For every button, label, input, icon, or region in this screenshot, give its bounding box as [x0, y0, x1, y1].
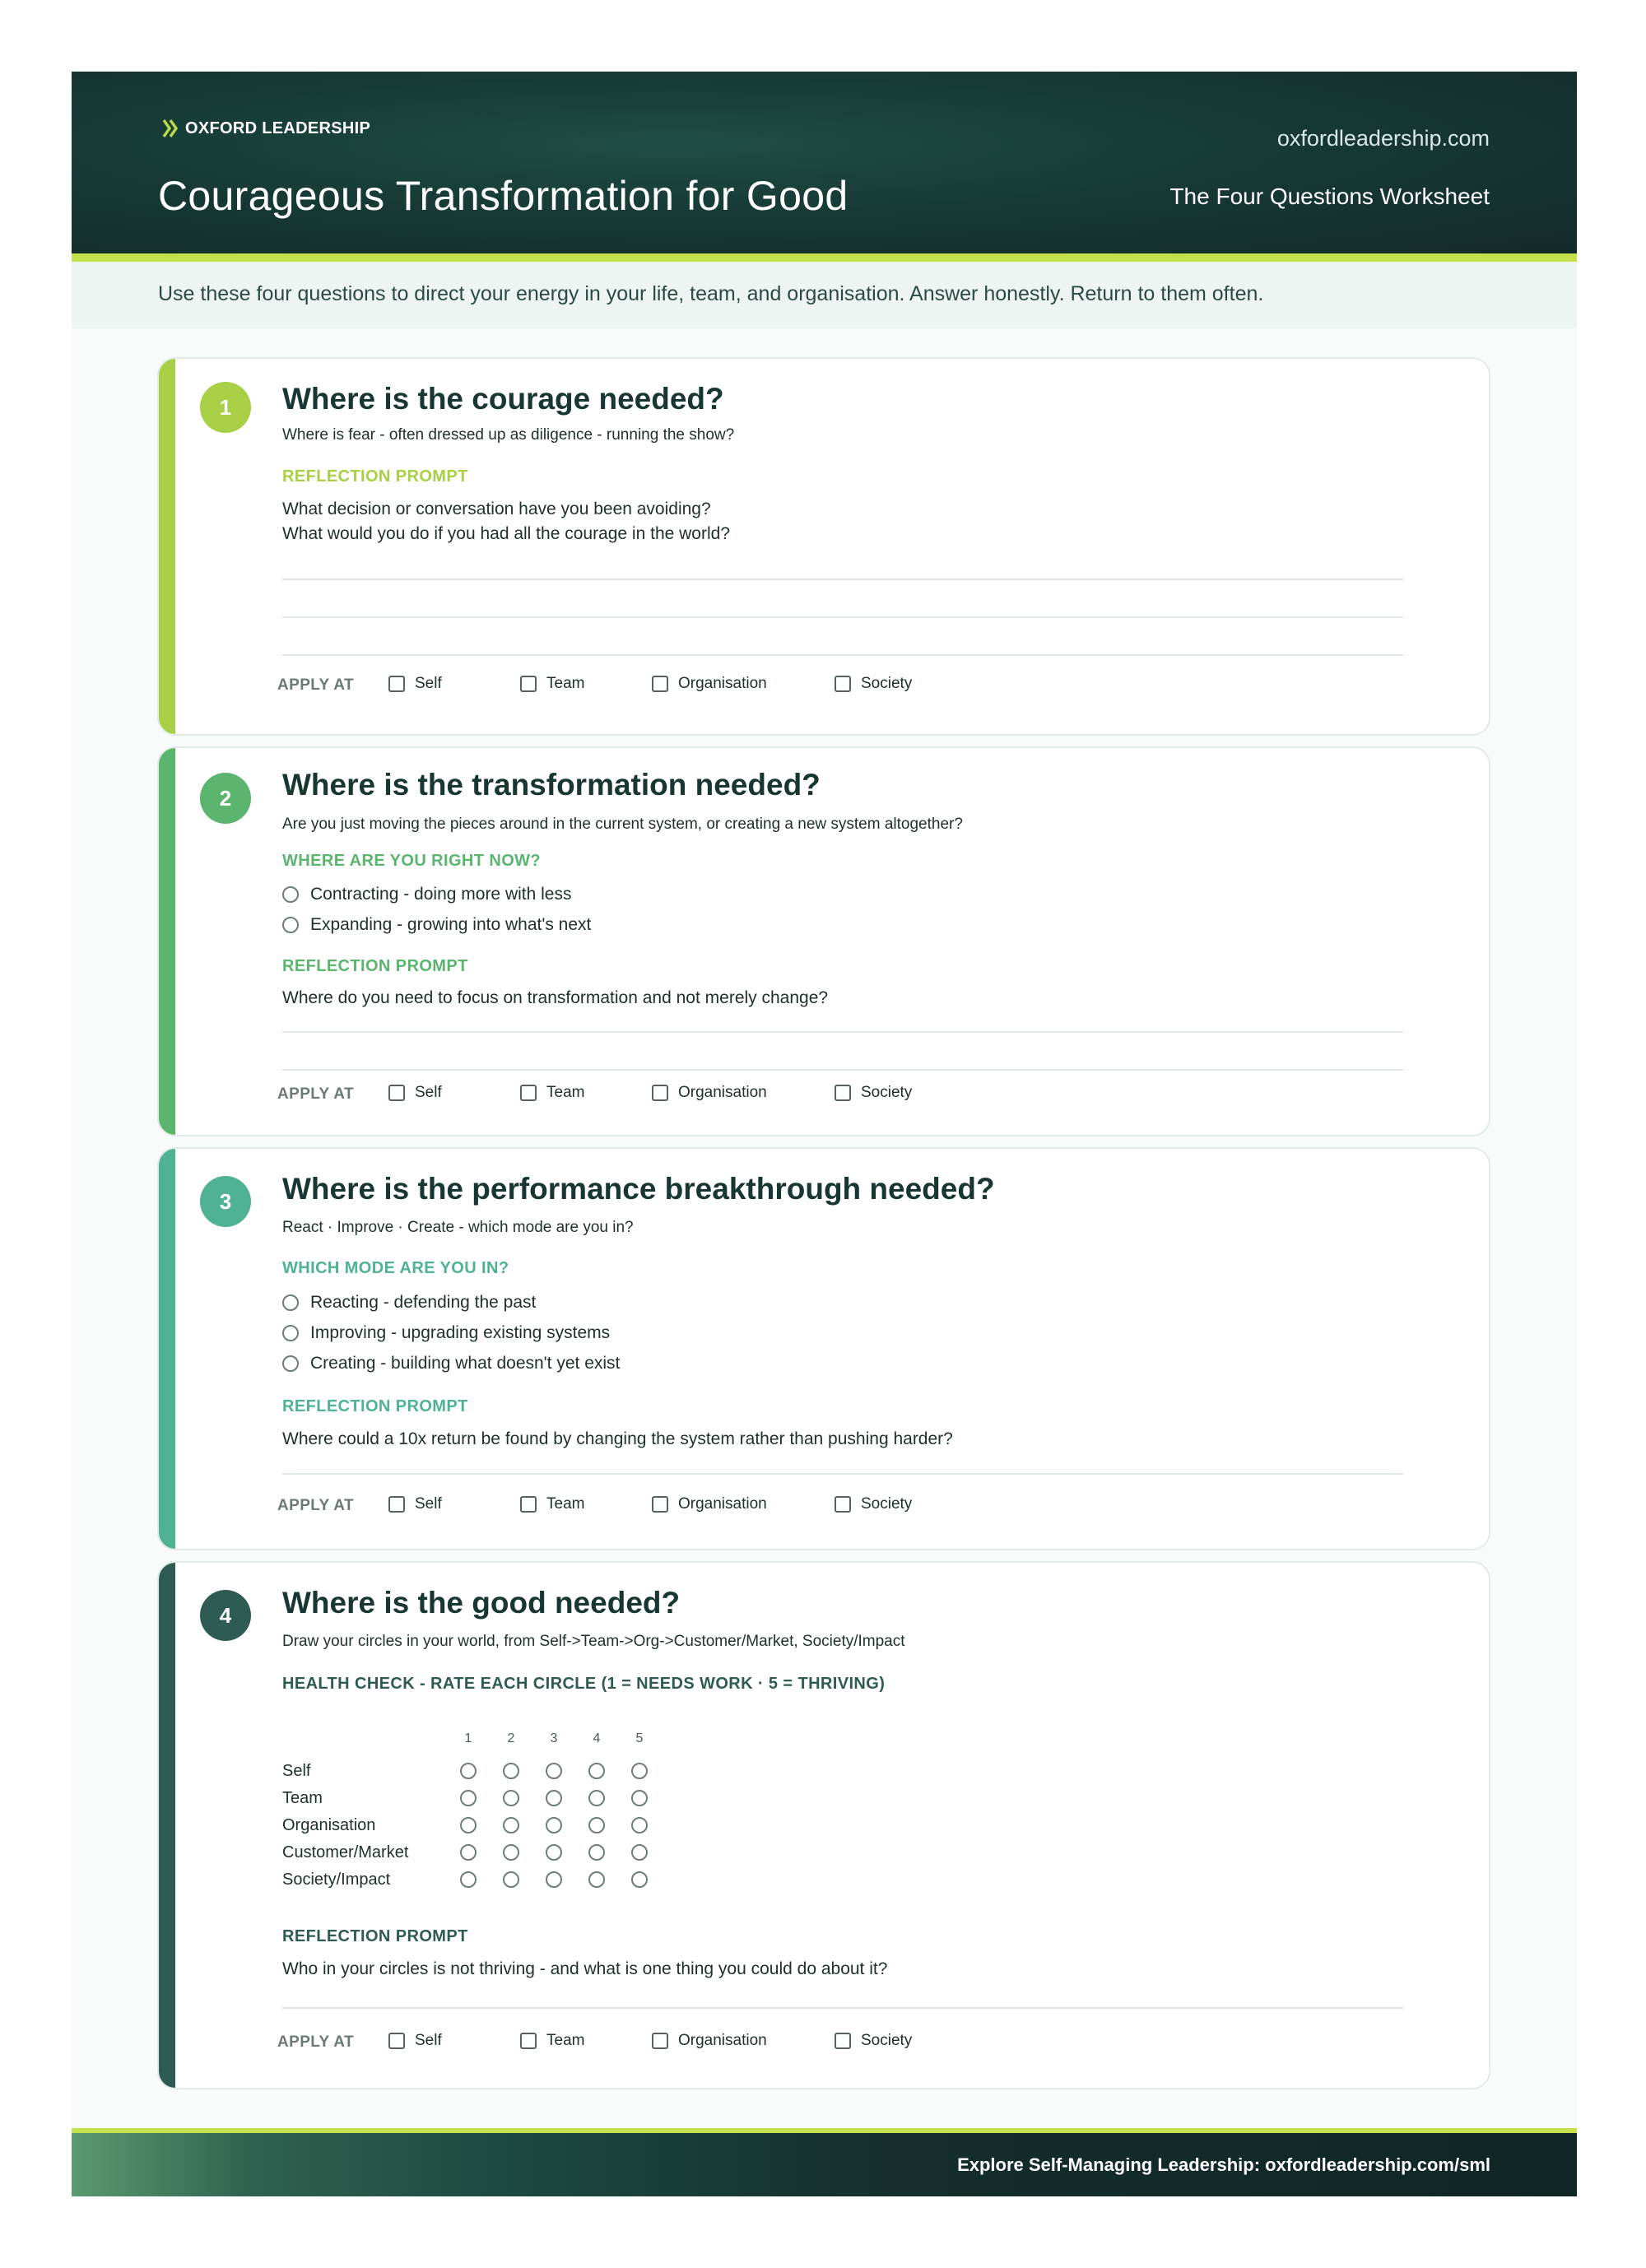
rating-radio-team-2[interactable]: [503, 1790, 519, 1806]
rating-radio-society-impact-5[interactable]: [631, 1871, 648, 1888]
reflection-prompt: [282, 1957, 887, 1982]
page-title: Courageous Transformation for Good: [158, 173, 849, 219]
rating-radio-customer-market-2[interactable]: [503, 1844, 519, 1861]
health-check-label: HEALTH CHECK - RATE EACH CIRCLE (1 = NEEDS WORK · 5 = THRIVING): [282, 1675, 886, 1693]
circle-label-society-impact: Society/Impact: [282, 1871, 391, 1889]
question-number-badge: 3: [200, 1176, 251, 1227]
card-accent-bar: [159, 748, 175, 1135]
rating-radio-team-1[interactable]: [460, 1790, 477, 1806]
reflection-prompt: [282, 986, 828, 1011]
circle-label-organisation: Organisation: [282, 1816, 376, 1834]
apply-self-checkbox[interactable]: Self: [388, 2032, 442, 2050]
apply-society-checkbox[interactable]: Society: [835, 1084, 912, 1102]
logo: [162, 118, 370, 139]
choice-option[interactable]: Improving - upgrading existing systems: [282, 1323, 610, 1343]
circle-label-customer-market: Customer/Market: [282, 1843, 409, 1861]
rating-radio-organisation-3[interactable]: [546, 1817, 562, 1833]
rating-radio-organisation-2[interactable]: [503, 1817, 519, 1833]
prompt-line: Where could a 10x return be found by changing the system rather than pushing harder?: [282, 1429, 953, 1448]
checkbox-icon[interactable]: [835, 2033, 851, 2049]
apply-society-checkbox[interactable]: Society: [835, 1495, 912, 1513]
reflection-prompt-label: REFLECTION PROMPT: [282, 1927, 468, 1945]
apply-society-checkbox[interactable]: Society: [835, 675, 912, 693]
rating-radio-customer-market-3[interactable]: [546, 1844, 562, 1861]
apply-organisation-checkbox[interactable]: Organisation: [652, 1084, 767, 1102]
apply-society-checkbox[interactable]: Society: [835, 2032, 912, 2050]
question-card-4: [157, 1561, 1490, 2089]
radio-icon[interactable]: [282, 917, 299, 933]
checkbox-icon[interactable]: [652, 676, 668, 692]
intro-text: Use these four questions to direct your energy in your life, team, and organisation. Answer honestly. Return to them often.: [158, 282, 1264, 305]
question-card-3: [157, 1147, 1490, 1550]
apply-self-checkbox[interactable]: Self: [388, 1084, 442, 1102]
prompt-line: What decision or conversation have you been avoiding?: [282, 500, 711, 518]
answer-line[interactable]: [282, 654, 1403, 656]
circle-label-team: Team: [282, 1789, 323, 1807]
choice-label: WHICH MODE ARE YOU IN?: [282, 1259, 509, 1277]
checkbox-icon[interactable]: [388, 2033, 405, 2049]
apply-at-label: APPLY AT: [277, 1085, 354, 1103]
question-title: Where is the transformation needed?: [282, 768, 821, 802]
question-number-badge: 4: [200, 1590, 251, 1641]
radio-icon[interactable]: [282, 1325, 299, 1341]
question-number-badge: 1: [200, 382, 251, 433]
rating-radio-customer-market-1[interactable]: [460, 1844, 477, 1861]
apply-self-checkbox[interactable]: Self: [388, 675, 442, 693]
apply-organisation-checkbox[interactable]: Organisation: [652, 2032, 767, 2050]
answer-line[interactable]: [282, 579, 1403, 580]
checkbox-icon[interactable]: [652, 1496, 668, 1513]
rating-radio-society-impact-4[interactable]: [588, 1871, 605, 1888]
reflection-prompt-label: REFLECTION PROMPT: [282, 1397, 468, 1415]
radio-icon[interactable]: [282, 1355, 299, 1372]
checkbox-icon[interactable]: [388, 1496, 405, 1513]
site-url[interactable]: oxfordleadership.com: [1276, 126, 1490, 151]
scale-header: 4: [593, 1731, 601, 1745]
scale-header: 3: [550, 1731, 558, 1745]
answer-line[interactable]: [282, 2007, 1403, 2009]
card-accent-bar: [159, 1149, 175, 1549]
rating-radio-self-4[interactable]: [588, 1763, 605, 1779]
checkbox-icon[interactable]: [520, 676, 537, 692]
footer-link[interactable]: Explore Self-Managing Leadership: oxfordleadership.com/sml: [957, 2154, 1490, 2175]
question-card-2: [157, 746, 1490, 1136]
question-subtitle: Draw your circles in your world, from Self->Team->Org->Customer/Market, Society/Impact: [282, 1633, 905, 1650]
apply-at-label: APPLY AT: [277, 2033, 354, 2051]
apply-organisation-checkbox[interactable]: Organisation: [652, 1495, 767, 1513]
card-accent-bar: [159, 1563, 175, 2088]
apply-team-checkbox[interactable]: Team: [520, 1084, 584, 1102]
checkbox-icon[interactable]: [835, 1085, 851, 1101]
checkbox-icon[interactable]: [652, 1085, 668, 1101]
apply-organisation-checkbox[interactable]: Organisation: [652, 675, 767, 693]
rating-radio-society-impact-3[interactable]: [546, 1871, 562, 1888]
header-banner: [72, 72, 1577, 253]
apply-at-label: APPLY AT: [277, 676, 354, 694]
prompt-line: Who in your circles is not thriving - and what is one thing you could do about it?: [282, 1959, 888, 1978]
rating-radio-self-5[interactable]: [631, 1763, 648, 1779]
rating-radio-team-4[interactable]: [588, 1790, 605, 1806]
checkbox-icon[interactable]: [835, 676, 851, 692]
choice-option[interactable]: Contracting - doing more with less: [282, 885, 571, 904]
scale-header: 2: [507, 1731, 515, 1745]
apply-team-checkbox[interactable]: Team: [520, 675, 584, 693]
checkbox-icon[interactable]: [388, 1085, 405, 1101]
question-subtitle: Where is fear - often dressed up as diligence - running the show?: [282, 426, 735, 444]
answer-line[interactable]: [282, 1069, 1403, 1071]
prompt-line: Where do you need to focus on transformation and not merely change?: [282, 988, 829, 1007]
prompt-line: What would you do if you had all the courage in the world?: [282, 524, 731, 543]
choice-option[interactable]: Reacting - defending the past: [282, 1293, 536, 1313]
choice-option[interactable]: Creating - building what doesn't yet exist: [282, 1354, 620, 1373]
answer-line[interactable]: [282, 616, 1403, 618]
rating-radio-team-3[interactable]: [546, 1790, 562, 1806]
question-title: Where is the courage needed?: [282, 382, 724, 416]
question-title: Where is the performance breakthrough needed?: [282, 1172, 995, 1206]
choice-label: WHERE ARE YOU RIGHT NOW?: [282, 852, 542, 870]
rating-radio-team-5[interactable]: [631, 1790, 648, 1806]
question-number-badge: 2: [200, 773, 251, 824]
answer-line[interactable]: [282, 1031, 1403, 1033]
apply-self-checkbox[interactable]: Self: [388, 1495, 442, 1513]
rating-radio-self-3[interactable]: [546, 1763, 562, 1779]
checkbox-icon[interactable]: [388, 676, 405, 692]
apply-team-checkbox[interactable]: Team: [520, 2032, 584, 2050]
checkbox-icon[interactable]: [835, 1496, 851, 1513]
worksheet-title: The Four Questions Worksheet: [1169, 184, 1490, 209]
logo-text: OXFORD LEADERSHIP: [185, 119, 371, 137]
reflection-prompt-label: REFLECTION PROMPT: [282, 957, 468, 975]
answer-line[interactable]: [282, 1473, 1403, 1475]
rating-radio-customer-market-4[interactable]: [588, 1844, 605, 1861]
rating-radio-self-2[interactable]: [503, 1763, 519, 1779]
apply-team-checkbox[interactable]: Team: [520, 1495, 584, 1513]
checkbox-icon[interactable]: [520, 2033, 537, 2049]
rating-radio-self-1[interactable]: [460, 1763, 477, 1779]
choice-option[interactable]: Expanding - growing into what's next: [282, 915, 591, 935]
question-subtitle: React · Improve · Create - which mode are you in?: [282, 1219, 634, 1236]
chevron-logo-icon: [162, 118, 180, 139]
rating-radio-organisation-5[interactable]: [631, 1817, 648, 1833]
radio-icon[interactable]: [282, 886, 299, 903]
checkbox-icon[interactable]: [520, 1496, 537, 1513]
reflection-prompt: [282, 1427, 953, 1452]
question-title: Where is the good needed?: [282, 1586, 681, 1620]
circle-label-self: Self: [282, 1762, 311, 1780]
checkbox-icon[interactable]: [520, 1085, 537, 1101]
scale-header: 5: [635, 1731, 644, 1745]
reflection-prompt-label: REFLECTION PROMPT: [282, 467, 468, 486]
checkbox-icon[interactable]: [652, 2033, 668, 2049]
question-card-1: [157, 357, 1490, 736]
rating-radio-society-impact-2[interactable]: [503, 1871, 519, 1888]
worksheet-page: [72, 72, 1577, 2196]
rating-radio-organisation-4[interactable]: [588, 1817, 605, 1833]
question-subtitle: Are you just moving the pieces around in the current system, or creating a new system altogether?: [282, 816, 963, 833]
rating-radio-organisation-1[interactable]: [460, 1817, 477, 1833]
reflection-prompt: [282, 497, 730, 546]
header-accent-stripe: [72, 253, 1577, 262]
radio-icon[interactable]: [282, 1294, 299, 1311]
card-accent-bar: [159, 359, 175, 734]
rating-radio-society-impact-1[interactable]: [460, 1871, 477, 1888]
scale-header: 1: [464, 1731, 472, 1745]
apply-at-label: APPLY AT: [277, 1497, 354, 1514]
rating-radio-customer-market-5[interactable]: [631, 1844, 648, 1861]
